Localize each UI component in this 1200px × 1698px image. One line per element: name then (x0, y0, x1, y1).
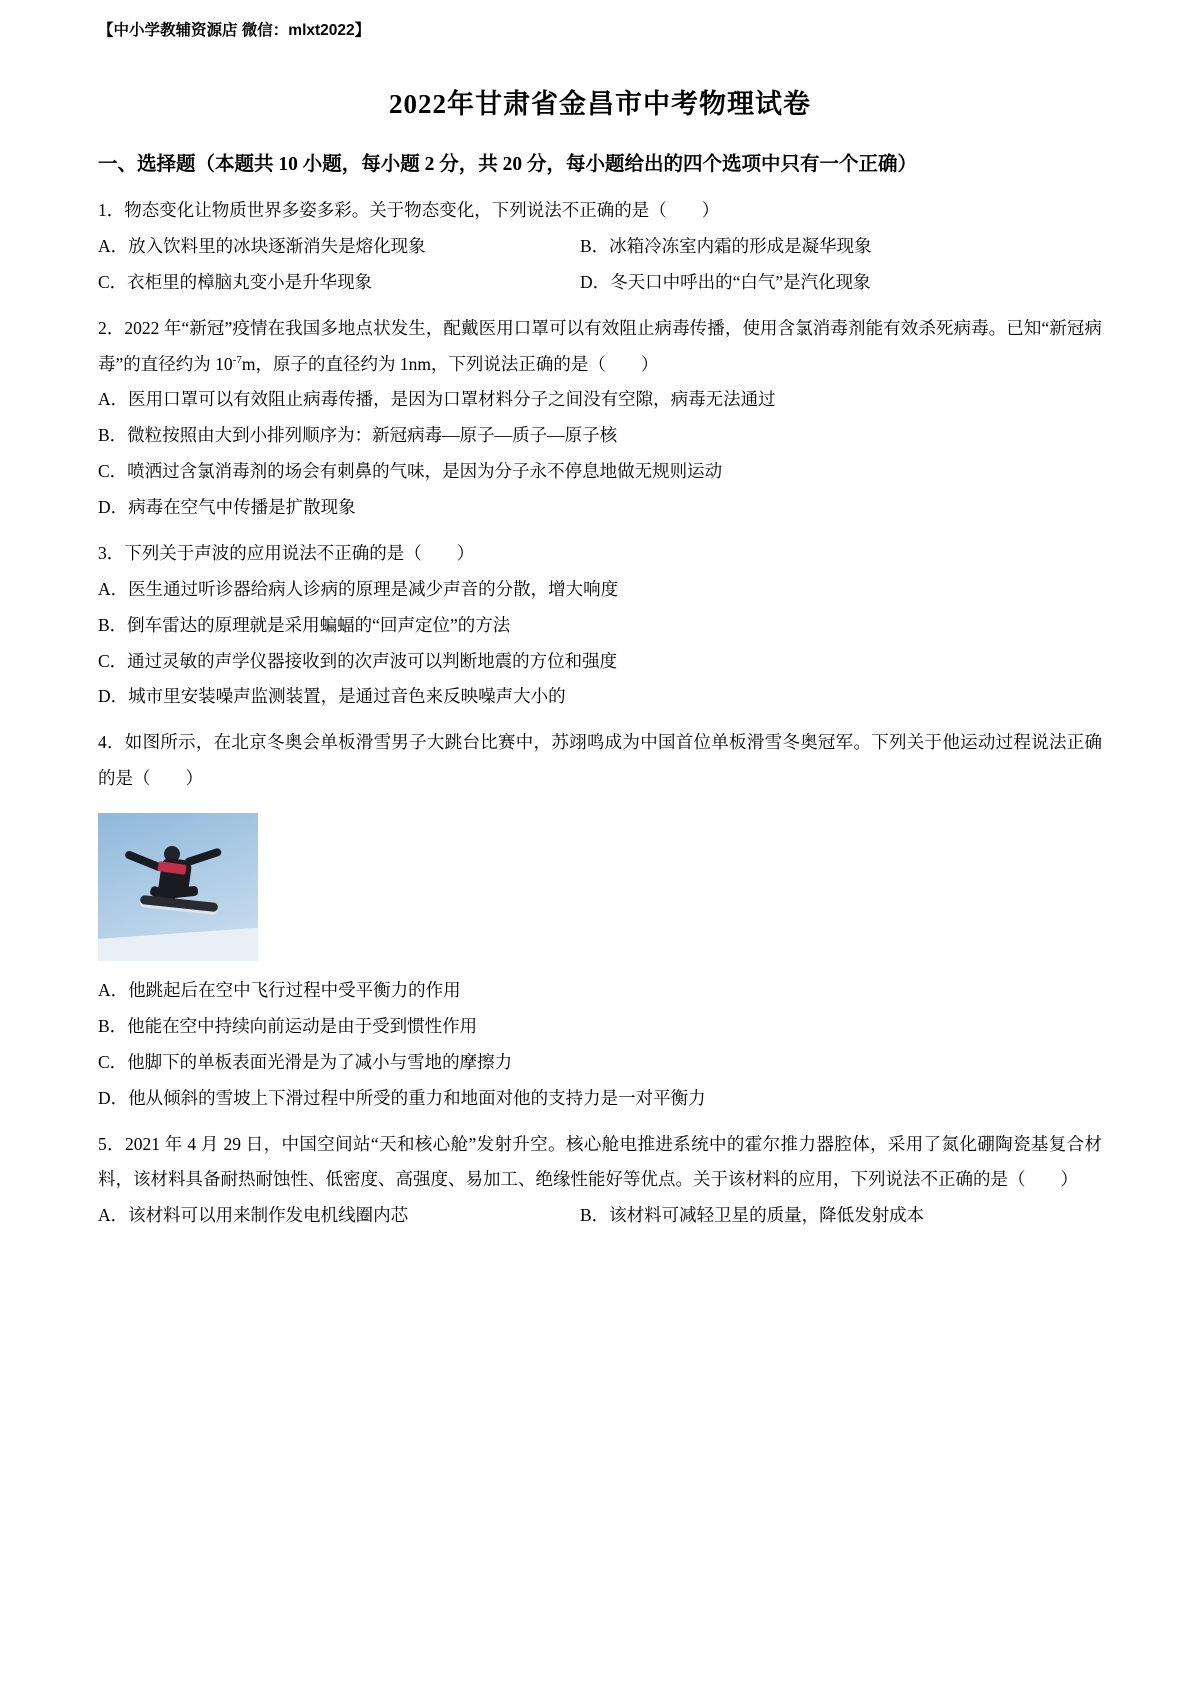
option-row (98, 1198, 1102, 1234)
option-item: A．放入饮料里的冰块逐渐消失是熔化现象 (98, 235, 426, 256)
snowboarder-photo (98, 813, 258, 961)
question-block-4 (98, 725, 1102, 1116)
option-item: C．喷洒过含氯消毒剂的场会有刺鼻的气味，是因为分子永不停息地做无规则运动 (98, 461, 723, 482)
option-item: D．城市里安装噪声监测装置，是通过音色来反映噪声大小的 (98, 686, 566, 707)
question-stem: 3．下列关于声波的应用说法不正确的是（ ） (98, 542, 475, 563)
question-block-5 (98, 1127, 1102, 1235)
section-heading: 一、选择题（本题共 10 小题，每小题 2 分，共 20 分，每小题给出的四个选项中只有一个正确） (98, 154, 918, 175)
option-item: D．病毒在空气中传播是扩散现象 (98, 497, 356, 518)
option-item: A．医用口罩可以有效阻止病毒传播，是因为口罩材料分子之间没有空隙，病毒无法通过 (98, 389, 776, 410)
option-item: B．该材料可减轻卫星的质量，降低发射成本 (580, 1205, 925, 1226)
question-stem-part2: m，原子的直径约为 1nm，下列说法正确的是（ ） (241, 353, 659, 374)
question-stem-part1: 2．2022 年“新冠”疫情在我国多地点状发生，配戴医用口罩可以有效阻止病毒传播，使用含氯消毒剂能有效杀死病毒。已知“新冠病毒”的直径约为 10 (98, 317, 1102, 374)
option-item: C．他脚下的单板表面光滑是为了减小与雪地的摩擦力 (98, 1051, 513, 1072)
page-title: 2022年甘肃省金昌市中考物理试卷 (389, 89, 811, 119)
option-item: D．冬天口中呼出的“白气”是汽化现象 (580, 271, 871, 292)
question-stem: 4．如图所示，在北京冬奥会单板滑雪男子大跳台比赛中，苏翊鸣成为中国首位单板滑雪冬奥冠军。下列关于他运动过程说法正确的是（ ） (98, 732, 1102, 789)
option-item: C．衣柜里的樟脑丸变小是升华现象 (98, 271, 373, 292)
question-stem (98, 311, 1102, 383)
option-item: B．冰箱冷冻室内霜的形成是凝华现象 (580, 235, 872, 256)
question-block-1 (98, 193, 1102, 301)
option-item: B．倒车雷达的原理就是采用蝙蝠的“回声定位”的方法 (98, 614, 511, 635)
option-item: B．微粒按照由大到小排列顺序为：新冠病毒—原子—质子—原子核 (98, 425, 618, 446)
exponent: -7 (232, 353, 242, 366)
option-item: D．他从倾斜的雪坡上下滑过程中所受的重力和地面对他的支持力是一对平衡力 (98, 1087, 706, 1108)
figure-snowboarder (98, 813, 1102, 961)
option-row (98, 265, 1102, 301)
question-block-2 (98, 311, 1102, 526)
watermark-text: 【中小学教辅资源店 微信：mlxt2022】 (98, 22, 371, 39)
question-stem: 1．物态变化让物质世界多姿多彩。关于物态变化，下列说法不正确的是（ ） (98, 200, 720, 221)
option-item: A．他跳起后在空中飞行过程中受平衡力的作用 (98, 980, 461, 1001)
option-row (98, 229, 1102, 265)
question-stem: 5．2021 年 4 月 29 日，中国空间站“天和核心舱”发射升空。核心舱电推进系统中的霍尔推力器腔体，采用了氮化硼陶瓷基复合材料，该材料具备耐热耐蚀性、低密度、高强度、易加工、绝缘性能好等优点。关于该材料的应用，下列说法不正确的是（ ） (98, 1133, 1102, 1190)
option-item: C．通过灵敏的声学仪器接收到的次声波可以判断地震的方位和强度 (98, 650, 618, 671)
option-item: A．该材料可以用来制作发电机线圈内芯 (98, 1205, 409, 1226)
option-item: B．他能在空中持续向前运动是由于受到惯性作用 (98, 1015, 478, 1036)
question-block-3 (98, 536, 1102, 715)
option-item: A．医生通过听诊器给病人诊病的原理是减少声音的分散，增大响度 (98, 578, 619, 599)
